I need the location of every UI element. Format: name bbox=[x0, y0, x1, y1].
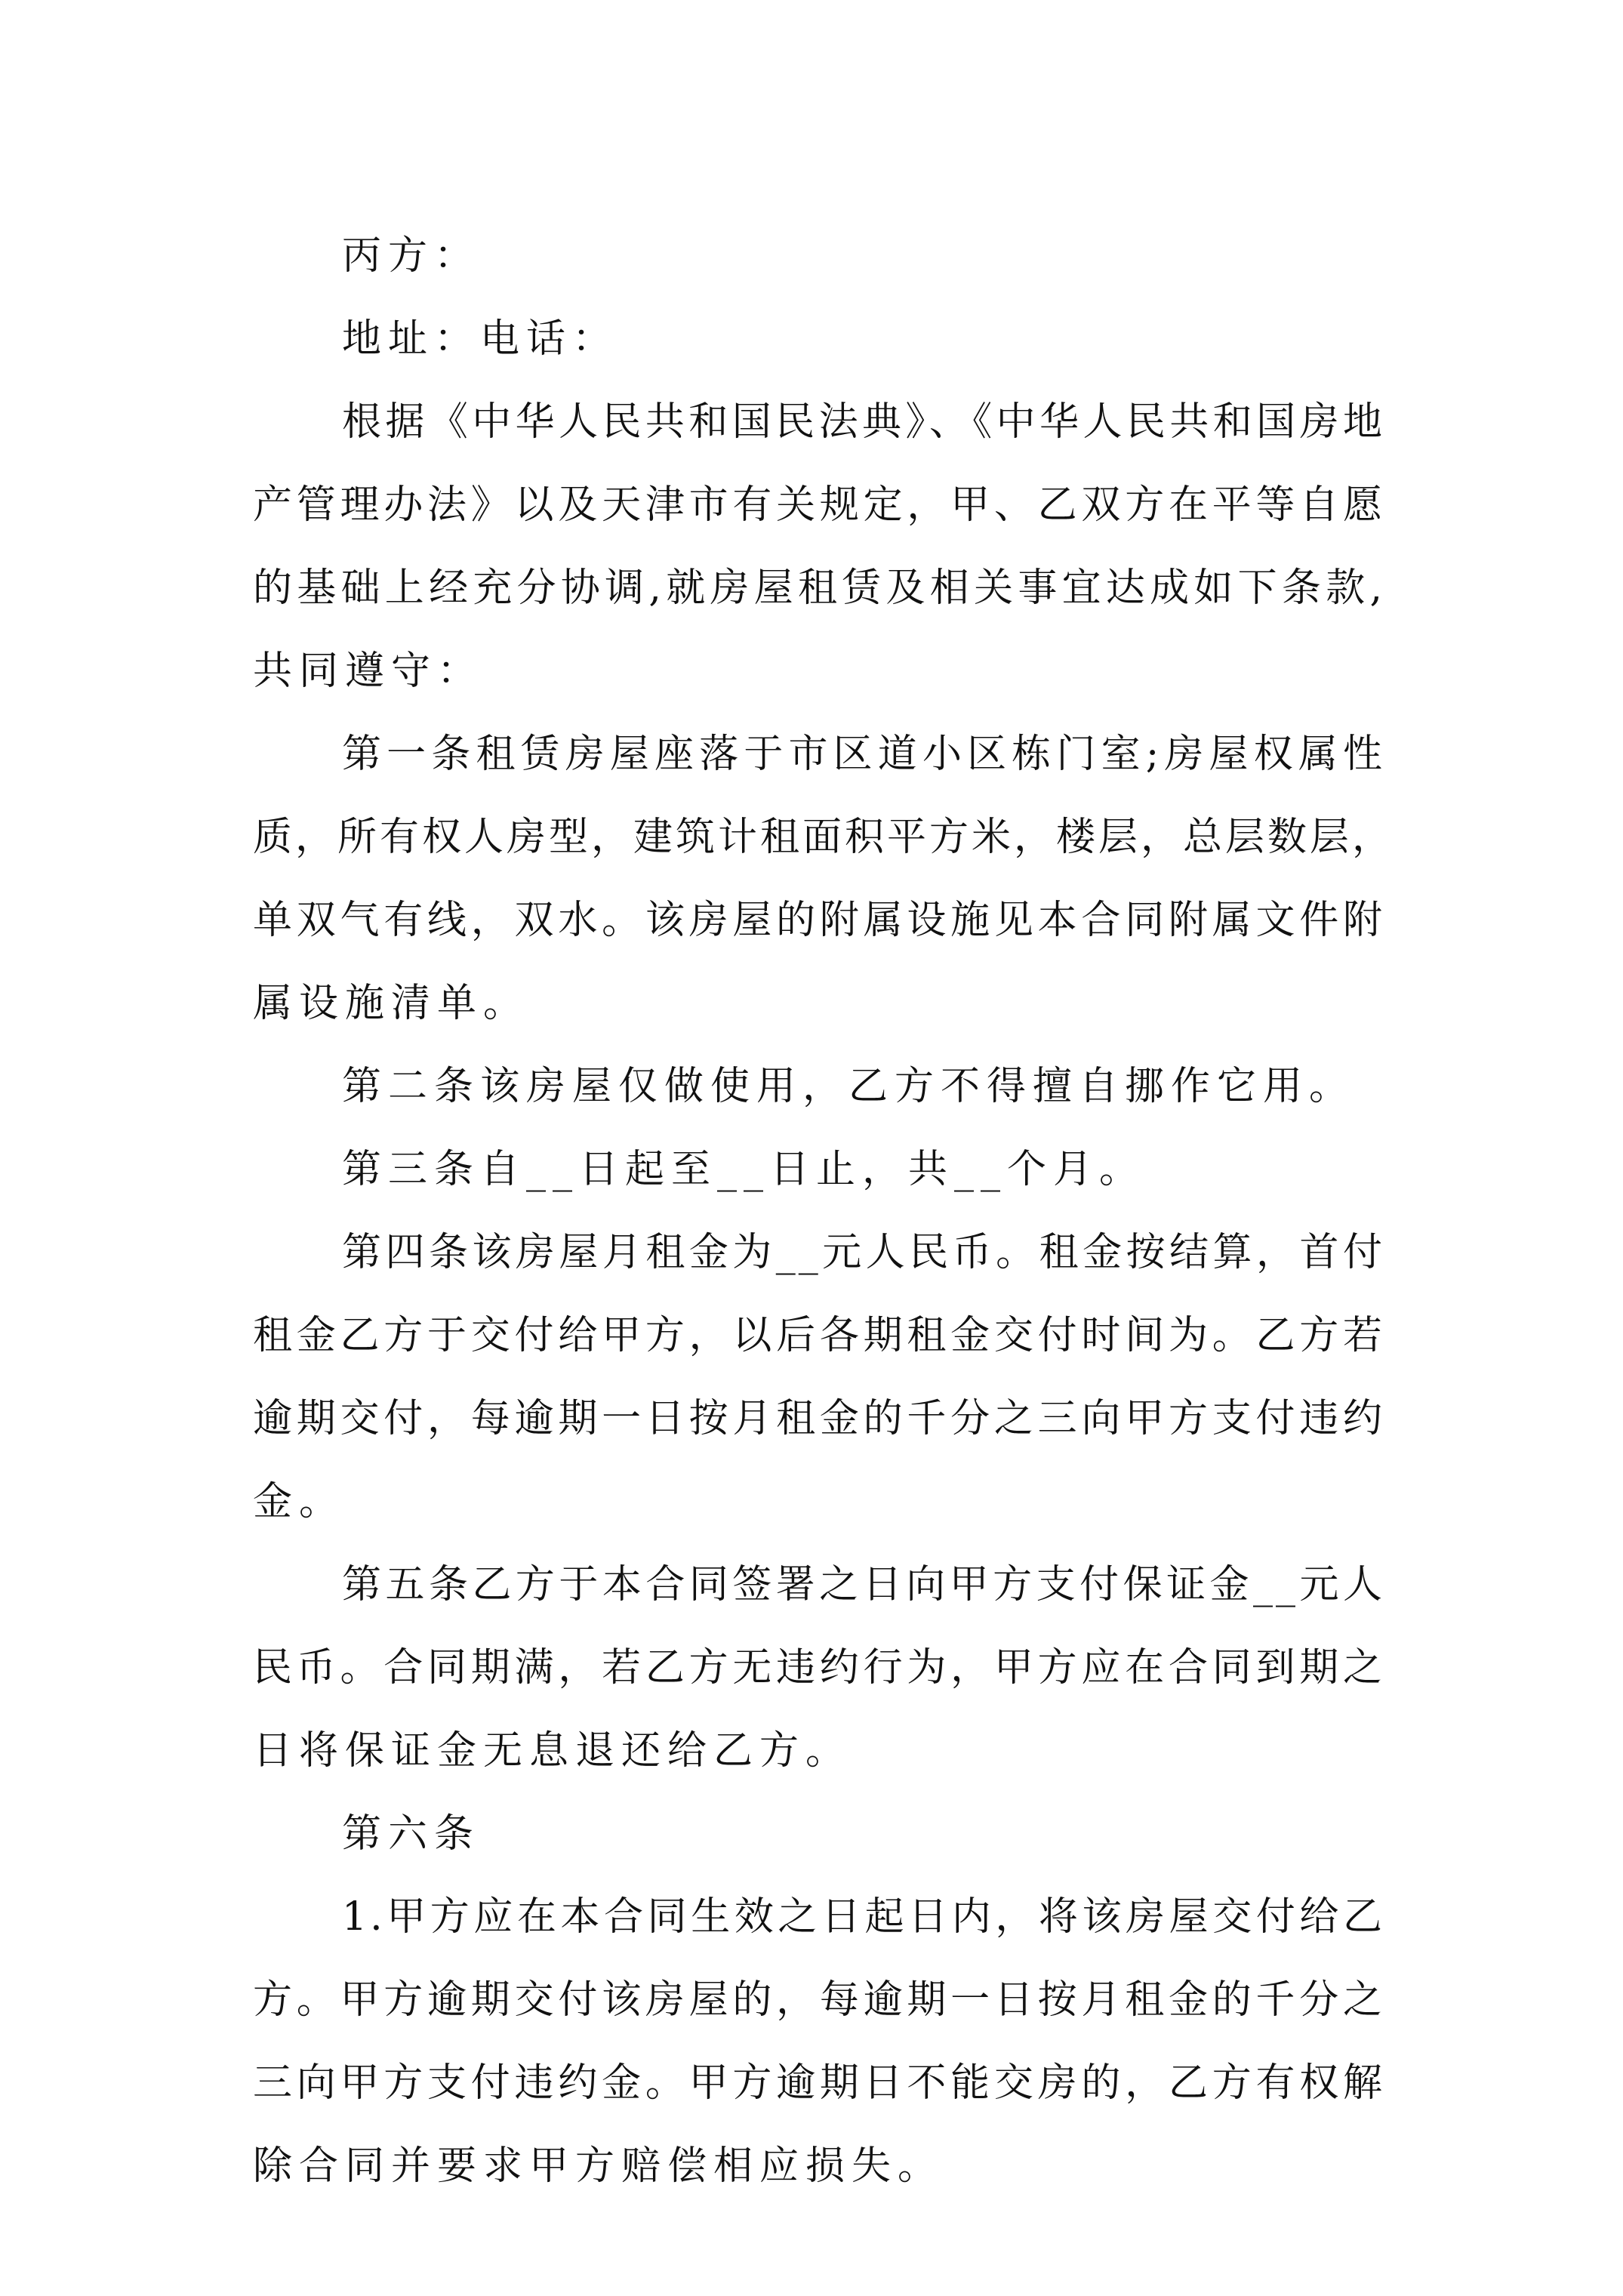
article-5-line: 日将保证金无息退还给乙方。 bbox=[253, 1728, 852, 1774]
article-5-line: 民币。合同期满，若乙方无违约行为，甲方应在合同到期之 bbox=[253, 1645, 1385, 1690]
article-1-line: 第一条租赁房屋座落于市区道小区栋门室;房屋权属性 bbox=[342, 732, 1385, 777]
article-3-line: 第三条自__日起至__日止，共__个月。 bbox=[342, 1147, 1146, 1192]
paragraph-line: 根据《中华人民共和国民法典》、《中华人民共和国房地 bbox=[342, 399, 1385, 445]
article-6-item-1-line: 1.甲方应在本合同生效之日起日内，将该房屋交付给乙 bbox=[342, 1894, 1385, 1940]
article-1-line: 单双气有线，双水。该房屋的附属设施见本合同附属文件附 bbox=[253, 898, 1385, 943]
article-6-heading: 第六条 bbox=[342, 1811, 481, 1857]
party-c-line: 丙方： bbox=[342, 233, 481, 279]
article-4-line: 第四条该房屋月租金为__元人民币。租金按结算，首付 bbox=[342, 1230, 1385, 1275]
article-5-line: 第五条乙方于本合同签署之日向甲方支付保证金__元人 bbox=[342, 1562, 1385, 1607]
contract-body bbox=[253, 214, 1395, 2208]
article-6-item-1-line: 三向甲方支付违约金。甲方逾期日不能交房的，乙方有权解 bbox=[253, 2060, 1385, 2106]
article-6-item-1-line: 方。甲方逾期交付该房屋的，每逾期一日按月租金的千分之 bbox=[253, 1977, 1385, 2023]
paragraph-line: 共同遵守： bbox=[253, 649, 484, 694]
article-4-line: 金。 bbox=[253, 1479, 346, 1524]
article-4-line: 租金乙方于交付给甲方，以后各期租金交付时间为。乙方若 bbox=[253, 1313, 1385, 1358]
address-phone-line: 地址：电话： bbox=[342, 316, 619, 362]
article-2-line: 第二条该房屋仅做使用，乙方不得擅自挪作它用。 bbox=[342, 1064, 1356, 1109]
article-1-line: 质，所有权人房型，建筑计租面积平方米，楼层，总层数层， bbox=[253, 815, 1395, 860]
paragraph-line: 的基础上经充分协调,就房屋租赁及相关事宜达成如下条款, bbox=[253, 566, 1385, 611]
article-6-item-1-line: 除合同并要求甲方赔偿相应损失。 bbox=[253, 2143, 944, 2189]
article-4-line: 逾期交付，每逾期一日按月租金的千分之三向甲方支付违约 bbox=[253, 1396, 1385, 1441]
article-1-line: 属设施清单。 bbox=[253, 981, 530, 1026]
paragraph-line: 产管理办法》以及天津市有关规定，甲、乙双方在平等自愿 bbox=[253, 482, 1385, 528]
